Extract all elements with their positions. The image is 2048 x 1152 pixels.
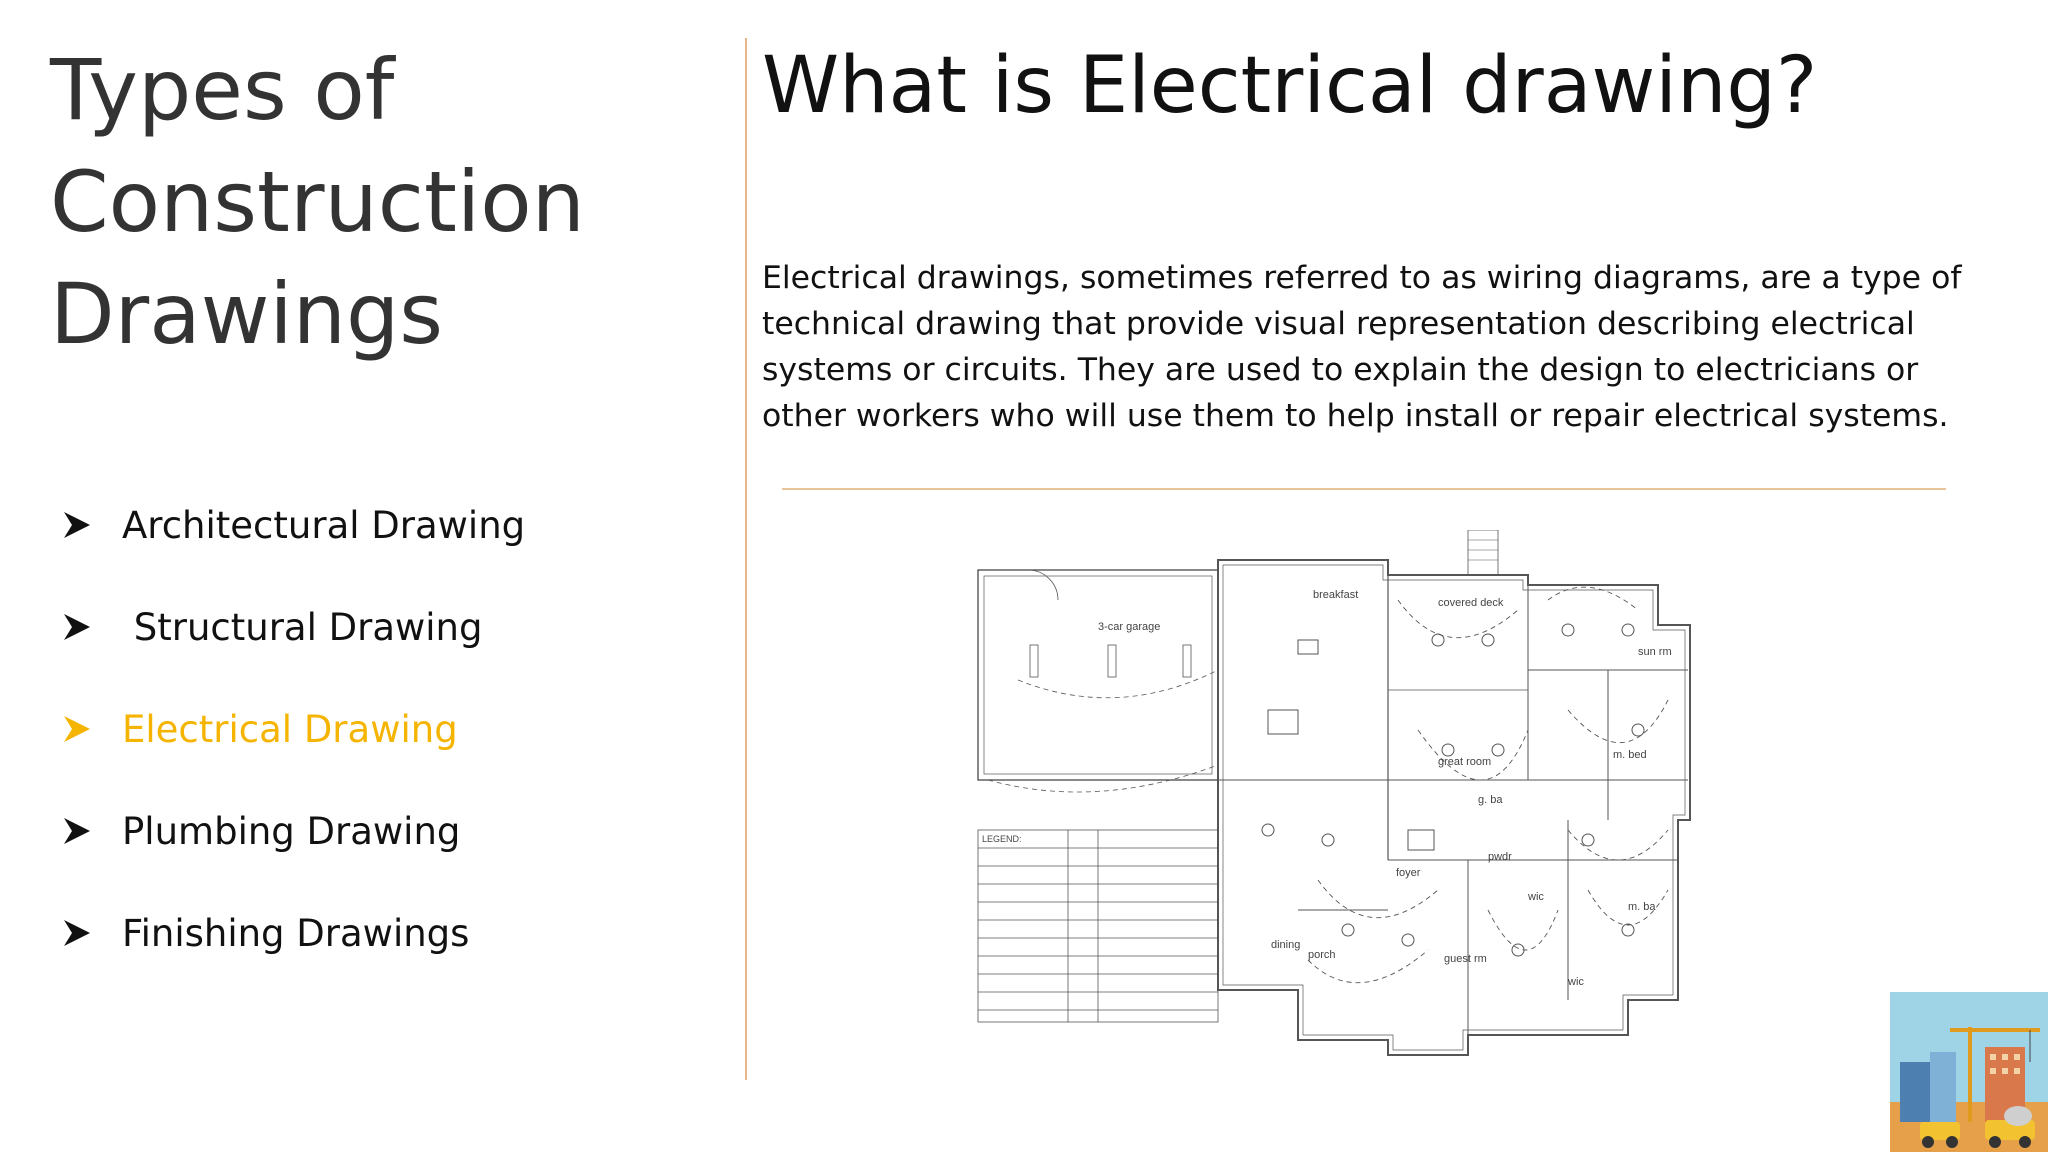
room-label: great room xyxy=(1438,756,1492,768)
section-title: Types of Construction Drawings xyxy=(50,41,585,363)
list-item-label: Architectural Drawing xyxy=(122,503,526,547)
room-label: breakfast xyxy=(1313,589,1359,601)
arrowhead-bullet-icon xyxy=(62,709,122,749)
page-title: What is Electrical drawing? xyxy=(762,41,1818,131)
list-item-finishing xyxy=(62,882,525,984)
description-paragraph: Electrical drawings, sometimes referred to as wiring diagrams, are a type of technical drawing that provide visual representation describing electrical systems or circuits. They are used to explain the design to electricians or other workers who will use them to help install or repair electrical systems. xyxy=(762,260,1962,434)
electrical-floor-plan xyxy=(968,530,1758,1075)
legend-title: LEGEND: xyxy=(982,834,1022,844)
room-label: sun rm xyxy=(1638,646,1672,658)
list-item-label: Finishing Drawings xyxy=(122,911,470,955)
legend-table xyxy=(978,830,1218,1022)
list-item-structural xyxy=(62,576,525,678)
list-item-electrical xyxy=(62,678,525,780)
construction-site-illustration xyxy=(1890,992,2048,1152)
arrowhead-bullet-icon xyxy=(62,607,122,647)
drawing-types-list xyxy=(62,474,525,984)
arrowhead-bullet-icon xyxy=(62,505,122,545)
list-item-architectural xyxy=(62,474,525,576)
room-label: covered deck xyxy=(1438,597,1504,609)
room-label: pwdr xyxy=(1488,851,1512,863)
garage-block xyxy=(978,570,1218,792)
list-item-label: Plumbing Drawing xyxy=(122,809,461,853)
list-item-label: Electrical Drawing xyxy=(122,707,458,751)
horizontal-divider xyxy=(782,488,1946,490)
arrowhead-bullet-icon xyxy=(62,913,122,953)
room-label: dining xyxy=(1271,939,1301,951)
list-item-plumbing xyxy=(62,780,525,882)
room-label: 3-car garage xyxy=(1098,621,1161,633)
vertical-divider xyxy=(745,38,747,1080)
room-labels xyxy=(1098,589,1672,988)
room-label: m. ba xyxy=(1628,901,1656,913)
fixture-symbols xyxy=(1262,624,1644,956)
room-label: foyer xyxy=(1396,867,1421,879)
room-label: guest rm xyxy=(1444,953,1487,965)
room-label: wic xyxy=(1528,891,1544,903)
room-label: m. bed xyxy=(1613,749,1647,761)
list-item-label: Structural Drawing xyxy=(122,605,483,649)
room-label: porch xyxy=(1308,949,1336,961)
room-label: g. ba xyxy=(1478,794,1503,806)
room-label: wic xyxy=(1568,976,1584,988)
arrowhead-bullet-icon xyxy=(62,811,122,851)
